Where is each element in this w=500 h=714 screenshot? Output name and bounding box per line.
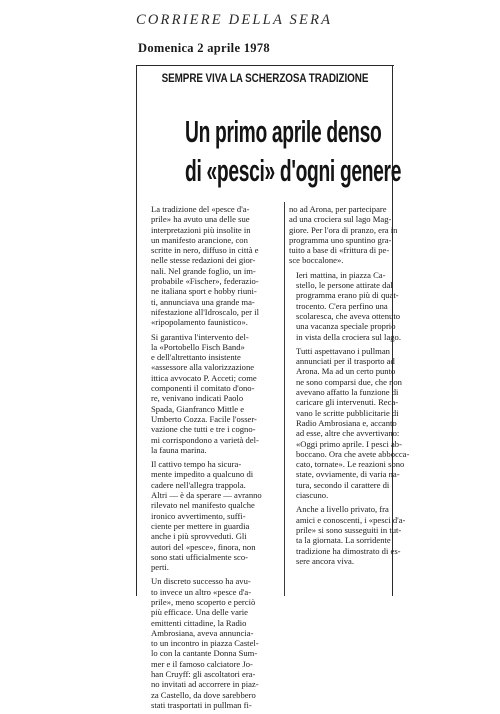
headline-line-2: di «pesci» d'ogni genere [185,153,402,188]
article-text-line: to invece un altro «pesce d'a- [151,586,252,597]
article-paragraph [289,504,406,566]
article-text-line: vazione che tutti e tre i cogno- [151,424,256,435]
article-text-line: Tutti aspettavano i pullman [296,345,390,356]
article-text-line: Altri — è da sperare — avranno [151,490,262,501]
article-text-line: nifestazione all'Idroscalo, per il [151,306,259,317]
article-text-line: ciascuno. [296,490,329,501]
article-text-line: programma uno spuntino gra- [289,234,392,245]
headline-line-1: Un primo aprile denso [185,114,382,149]
article-text-line: ad esse, altre che avvertivano: [296,428,400,439]
article-headline [136,112,402,190]
article-text-line: «assessore alla valorizzazione [151,362,255,373]
article-text-line: una vacanza speciale proprio [296,321,396,332]
article-text-line: state, ovviamente, di varia na- [296,469,400,480]
article-text-line: ne sono comparsi due, che non [296,376,402,387]
article-text-line: scolaresca, che aveva ottenuto [296,310,401,321]
article-text-line: sere ancora viva. [296,555,354,566]
article-text-line: sce boccalone». [289,255,344,266]
article-text-line: ti, annunciava una grande ma- [151,296,255,307]
article-text-line: no ad Arona, per partecipare [289,204,387,214]
article-text-line: Un discreto successo ha avu- [151,576,251,587]
article-text-line: Ambrosiana, aveva annuncia- [151,627,254,638]
article-text-line: Spada, Gianfranco Mittle e [151,403,245,414]
article-text-line: nali. Nel grande foglio, un im- [151,265,256,276]
article-text-line: Radio Ambrosiana e, accanto [296,417,397,428]
article-text-line: ad una crociera sul lago Mag- [289,214,392,225]
article-paragraph [144,204,280,328]
article-text-line: «ripopolamento faunistico». [151,317,248,328]
article-text-line: perti. [151,562,169,573]
article-text-line: no invitati ad accorrere in piaz- [151,679,259,690]
article-paragraph [144,332,280,456]
article-text-line: to un incontro in piazza Castel- [151,638,259,649]
article-paragraph [289,204,398,266]
article-text-line: in vista della crociera sul lago. [296,331,401,342]
article-paragraph [144,459,280,572]
article-text-line: anche i più sprovveduti. Gli [151,531,247,542]
article-text-line: trocento. C'era perfino una [296,300,388,311]
article-text-line: boccano. Ora che avete abbocca- [296,448,410,459]
article-text-line: scritte in nero, diffuso in città e [151,245,259,256]
article-text-line: han Cruyff: gli ascoltatori era- [151,669,256,680]
article-text-line: «Oggi primo aprile. I pesci ab- [296,438,402,449]
article-text-line: tura, secondo il carattere di [296,479,390,490]
article-text-line: prile» si sono susseguiti in tut- [296,524,402,535]
article-text-line: nelle stesse redazioni dei gior- [151,255,256,266]
article-text-line: la «Portobello Fisch Band» [151,341,245,352]
article-text-line: caricare gli intervenuti. Reca- [296,397,399,408]
article-text-line: un manifesto arancione, con [151,234,248,245]
article-text-line: Si garantiva l'intervento del- [151,331,249,342]
article-text-line: Ieri mattina, in piazza Ca- [296,269,386,280]
article-text-line: la fauna marina. [151,444,207,455]
article-text-line: annunciati per il trasporto ad [296,356,395,367]
article-text-line: probabile «Fischer», federazio- [151,276,259,287]
article-text-line: mente impedito a qualcuno di [151,469,254,480]
article-text-line: prile» ha avuto una delle sue [151,214,250,225]
article-text-line: re, venivano indicati Paolo [151,393,244,404]
article-text-line: componenti il comitato d'ono- [151,383,255,394]
article-text-line: cato, tornate». Le reazioni sono [296,459,405,470]
article-text-line: lo con la cantante Donna Sum- [151,648,258,659]
column-divider [284,202,285,596]
article-text-line: giore. Per l'ora di pranzo, era in [289,224,398,235]
article-paragraph [289,345,410,501]
article-text-line: prile», meno scoperto e perciò [151,596,256,607]
newspaper-masthead: CORRIERE DELLA SERA [136,12,333,28]
article-text-line: ta la giornata. La sorridente [296,535,391,546]
article-paragraph [289,269,401,342]
frame-top-rule [136,65,394,66]
article-text-line: Il cattivo tempo ha sicura- [151,459,242,470]
article-text-line: sono stati ufficialmente sco- [151,551,248,562]
article-text-line: La tradizione del «pesce d'a- [151,204,250,214]
article-text-line: più efficace. Una delle varie [151,607,248,618]
article-kicker: SEMPRE VIVA LA SCHERZOSA TRADIZIONE [161,73,369,85]
article-column-1 [144,204,280,714]
article-text-line: tradizione ha dimostrato di es- [296,545,401,556]
article-text-line: e dell'altrettanto insistente [151,352,241,363]
article-text-line: ne italiana sport e hobby riuni- [151,286,257,297]
article-text-line: stello, le persone attirate dal [296,280,393,291]
article-text-line: avevano affatto la funzione di [296,387,399,398]
article-text-line: ittica avvocato P. Acceti; come [151,372,257,383]
article-text-line: stati trasportati in pullman fi- [151,699,252,710]
article-text-line: amici e conoscenti, i «pesci d'a- [296,514,406,525]
article-text-line: programma erano più di quat- [296,290,399,301]
article-text-line: rilevato nel manifesto qualche [151,500,255,511]
article-text-line: Anche a livello privato, fra [296,504,389,515]
article-text-line: cadere nell'allegra trappola. [151,479,246,490]
article-text-line: mer e il famoso calciatore Jo- [151,658,253,669]
article-text-line: Arona. Ma ad un certo punto [296,366,396,377]
article-text-line: tuito a base di «frittura di pe- [289,245,390,256]
article-text-line: emittenti cittadine, la Radio [151,617,247,628]
newspaper-clipping [136,12,410,710]
article-text-line: autori del «pesce», finora, non [151,541,256,552]
article-text-line: ciente per mettere in guardia [151,520,250,531]
article-text-line: za Castello, da dove sarebbero [151,689,256,700]
article-text-line: mi corrispondono a varietà del- [151,434,259,445]
article-text-line: vano le scritte pubblicitarie di [296,407,399,418]
article-text-line: ironico avvertimento, suffi- [151,510,246,521]
article-column-2 [289,204,410,570]
article-text-line: Umberto Cozza. Facile l'osser- [151,413,257,424]
article-paragraph [144,576,280,710]
article-text-line: interpretazioni più insolite in [151,224,251,235]
issue-date: Domenica 2 aprile 1978 [138,41,270,55]
